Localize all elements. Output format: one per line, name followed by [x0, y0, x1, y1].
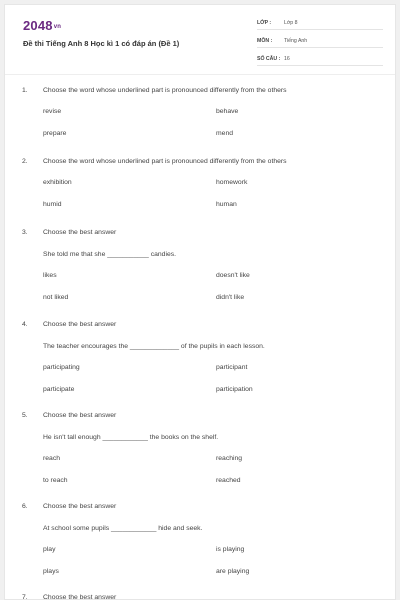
meta-label: LỚP :	[257, 20, 272, 26]
question-prompt: Choose the best answer	[43, 229, 117, 236]
answer-option[interactable]: humid	[43, 201, 62, 208]
document-title: Đề thi Tiếng Anh 8 Học kì 1 có đáp án (Đề 1)	[23, 39, 180, 48]
meta-label: MÔN :	[257, 38, 273, 44]
answer-option[interactable]: participation	[216, 386, 253, 393]
answer-option[interactable]: to reach	[43, 477, 68, 484]
question-number: 4.	[22, 321, 28, 328]
question-number: 7.	[22, 594, 28, 600]
answer-option[interactable]: is playing	[216, 546, 245, 553]
question-prompt: Choose the best answer	[43, 321, 117, 328]
answer-option[interactable]: homework	[216, 179, 248, 186]
meta-value: 16	[284, 56, 290, 62]
answer-option[interactable]: participate	[43, 386, 75, 393]
meta-count-row	[257, 51, 383, 66]
answer-option[interactable]: exhibition	[43, 179, 72, 186]
answer-option[interactable]: play	[43, 546, 56, 553]
answer-option[interactable]: participant	[216, 364, 248, 371]
question-sentence: The teacher encourages the _____________ of the pupils in each lesson.	[43, 343, 265, 350]
answer-option[interactable]: reaching	[216, 455, 243, 462]
answer-option[interactable]: reached	[216, 477, 241, 484]
answer-option[interactable]: didn't like	[216, 294, 245, 301]
meta-value: Lớp 8	[284, 20, 298, 26]
question-prompt: Choose the best answer	[43, 594, 117, 600]
question-sentence: He isn't tall enough ____________ the books on the shelf.	[43, 434, 219, 441]
meta-subject-row	[257, 33, 383, 48]
question-number: 5.	[22, 412, 28, 419]
question-number: 2.	[22, 158, 28, 165]
answer-option[interactable]: revise	[43, 108, 62, 115]
meta-label: SỐ CÂU :	[257, 56, 281, 62]
logo-main: 2048	[23, 18, 53, 33]
question-prompt: Choose the best answer	[43, 503, 117, 510]
answer-option[interactable]: participating	[43, 364, 80, 371]
question-sentence: She told me that she ___________ candies.	[43, 251, 177, 258]
answer-option[interactable]: prepare	[43, 130, 67, 137]
site-logo[interactable]	[23, 18, 61, 33]
exam-meta	[257, 15, 383, 69]
exam-page	[4, 4, 396, 600]
question-number: 3.	[22, 229, 28, 236]
answer-option[interactable]: are playing	[216, 568, 250, 575]
answer-option[interactable]: mend	[216, 130, 234, 137]
question-prompt: Choose the word whose underlined part is pronounced differently from the others	[43, 87, 287, 94]
meta-value: Tiếng Anh	[284, 38, 308, 44]
question-sentence: At school some pupils ____________ hide and seek.	[43, 525, 203, 532]
logo-suffix: vn	[53, 24, 62, 30]
page-header	[5, 5, 395, 75]
question-number: 6.	[22, 503, 28, 510]
answer-option[interactable]: doesn't like	[216, 272, 250, 279]
question-number: 1.	[22, 87, 28, 94]
answer-option[interactable]: human	[216, 201, 237, 208]
question-prompt: Choose the best answer	[43, 412, 117, 419]
answer-option[interactable]: likes	[43, 272, 57, 279]
question-prompt: Choose the word whose underlined part is pronounced differently from the others	[43, 158, 287, 165]
answer-option[interactable]: not liked	[43, 294, 69, 301]
answer-option[interactable]: behave	[216, 108, 239, 115]
answer-option[interactable]: plays	[43, 568, 59, 575]
meta-class-row	[257, 15, 383, 30]
answer-option[interactable]: reach	[43, 455, 61, 462]
